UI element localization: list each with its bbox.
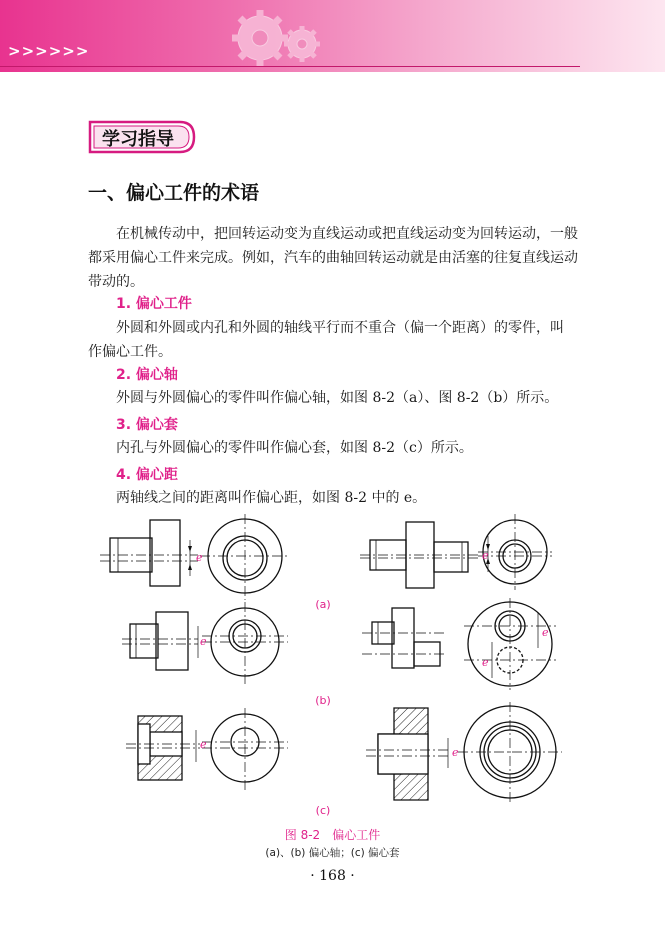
section-tag <box>88 120 198 154</box>
term-3-line-1: 内孔与外圆偏心的零件叫作偏心套，如图 8-2（c）所示。 <box>116 440 473 456</box>
fig-c-bushing-section-right <box>366 708 448 800</box>
figure-caption: 图 8-2 偏心工件 <box>284 828 381 842</box>
fig-label-b: (b) <box>315 694 331 707</box>
term-2-body <box>88 386 588 410</box>
fig-c-bushing-section-left <box>126 716 200 780</box>
term-1-line-1: 外圆和外圆或内孔和外圆的轴线平行而不重合（偏一个距离）的零件，叫 <box>116 320 564 336</box>
fig-a-crank-side-view <box>360 522 478 588</box>
fig-label-a: (a) <box>315 598 331 611</box>
term-4-body <box>88 486 588 510</box>
fig-a-shaft-end-view <box>200 514 290 600</box>
figure-8-2-drawings <box>90 508 570 820</box>
fig-a-crank-end-view <box>478 514 552 590</box>
fig-b-crankshaft-end-view <box>464 598 556 690</box>
section-heading: 一、偏心工件的术语 <box>88 182 260 204</box>
fig-a-right-dim-e: e <box>482 549 489 562</box>
term-3-body <box>88 436 588 460</box>
fig-a-left-dim-e: e <box>196 551 203 564</box>
intro-paragraph <box>88 222 588 294</box>
fig-b-left-dim-e: e <box>200 635 207 648</box>
term-1-title: 1. 偏心工件 <box>116 296 192 312</box>
header-rule <box>0 66 580 67</box>
term-4-title: 4. 偏心距 <box>116 467 178 483</box>
term-2-line-1: 外圆与外圆偏心的零件叫作偏心轴，如图 8-2（a）、图 8-2（b）所示。 <box>116 390 559 406</box>
gear-icon <box>222 4 332 70</box>
intro-line-3: 带动的。 <box>88 274 144 290</box>
fig-b-crankshaft-side-view <box>362 608 446 668</box>
fig-label-c: (c) <box>315 804 331 817</box>
term-1-line-2: 作偏心工件。 <box>88 344 172 360</box>
header-chevrons: >>>>>> <box>8 42 90 60</box>
fig-b-right-dim-e-upper: e <box>542 626 549 639</box>
page-number: · 168 · <box>310 868 355 884</box>
fig-b-shaft-side-view <box>122 612 198 670</box>
intro-line-2: 都采用偏心工件来完成。例如，汽车的曲轴回转运动就是由活塞的往复直线运动 <box>88 250 578 266</box>
figure-subcaption: (a)、(b) 偏心轴；(c) 偏心套 <box>265 847 400 859</box>
page-header-band <box>0 0 665 72</box>
section-tag-label: 学习指导 <box>102 129 174 150</box>
fig-c-bushing-end-left <box>202 708 288 790</box>
term-1-body <box>88 316 588 364</box>
term-4-line-1: 两轴线之间的距离叫作偏心距，如图 8-2 中的 e。 <box>116 490 427 506</box>
fig-c-right-dim-e: e <box>452 746 459 759</box>
fig-b-right-dim-e-lower: e <box>482 656 489 669</box>
fig-b-shaft-end-view <box>202 602 288 684</box>
fig-c-left-dim-e: e <box>200 738 207 751</box>
term-2-title: 2. 偏心轴 <box>116 367 178 383</box>
fig-a-shaft-side-view <box>100 520 198 586</box>
intro-line-1: 在机械传动中，把回转运动变为直线运动或把直线运动变为回转运动，一般 <box>116 226 578 242</box>
fig-c-bushing-end-right <box>458 702 562 802</box>
term-3-title: 3. 偏心套 <box>116 417 178 433</box>
